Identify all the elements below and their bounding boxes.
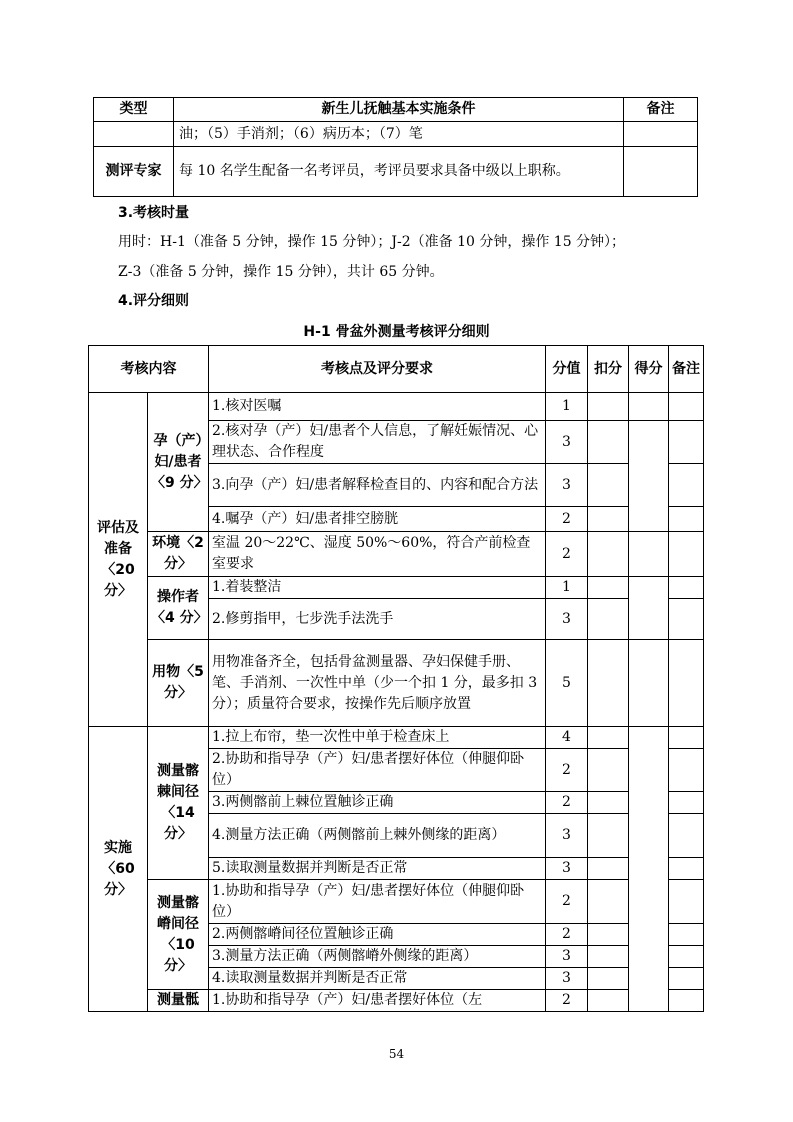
header-type: 类型 — [94, 98, 174, 122]
item-text: 1.拉上布帘，垫一次性中单于检查床上 — [209, 727, 546, 749]
deduct-cell — [588, 968, 629, 990]
deduct-cell — [588, 640, 629, 727]
item-points: 3 — [546, 858, 588, 880]
score-cell — [629, 727, 669, 1012]
item-text: 室温 20～22℃、湿度 50%～60%，符合产前检查室要求 — [209, 532, 546, 577]
item-text: 2.核对孕（产）妇/患者个人信息，了解妊娠情况、心理状态、合作程度 — [209, 421, 546, 464]
deduct-cell — [588, 421, 629, 464]
item-points: 3 — [546, 599, 588, 640]
item-points: 3 — [546, 464, 588, 507]
item-points: 2 — [546, 532, 588, 577]
header-deduct: 扣分 — [588, 346, 629, 393]
deduct-cell — [588, 599, 629, 640]
note-cell — [669, 640, 704, 727]
header-points: 分值 — [546, 346, 588, 393]
item-text: 2.两侧髂嵴间径位置触诊正确 — [209, 924, 546, 946]
item-points: 3 — [546, 421, 588, 464]
score-table-title: H-1 骨盆外测量考核评分细则 — [303, 324, 490, 340]
section3-line2: Z-3（准备 5 分钟，操作 15 分钟），共计 65 分钟。 — [118, 264, 444, 280]
item-text: 用物准备齐全，包括骨盆测量器、孕妇保健手册、笔、手消剂、一次性中单（少一个扣 1 分，最多扣 3 分）；质量符合要求，按操作先后顺序放置 — [209, 640, 546, 727]
item-text: 2.修剪指甲，七步洗手法洗手 — [209, 599, 546, 640]
item-text: 2.协助和指导孕（产）妇/患者摆好体位（伸腿仰卧位） — [209, 749, 546, 792]
group-label: 测量髂嵴间径〈10 分〉 — [148, 880, 209, 990]
score-cell — [629, 421, 669, 532]
deduct-cell — [588, 577, 629, 599]
item-text: 1.协助和指导孕（产）妇/患者摆好体位（左 — [209, 990, 546, 1012]
note-cell — [669, 532, 704, 577]
item-text: 4.测量方法正确（两侧髂前上棘外侧缘的距离） — [209, 814, 546, 858]
note-cell — [669, 599, 704, 640]
cell-note — [624, 147, 698, 197]
group-label: 测量髂棘间径〈14 分〉 — [148, 727, 209, 880]
cell-content: 每 10 名学生配备一名考评员，考评员要求具备中级以上职称。 — [174, 147, 624, 197]
section-label: 评估及准备〈20 分〉 — [89, 393, 148, 727]
deduct-cell — [588, 792, 629, 814]
item-points: 2 — [546, 924, 588, 946]
score-table — [88, 345, 704, 1012]
score-cell — [629, 393, 669, 421]
note-cell — [669, 968, 704, 990]
header-content: 考核内容 — [89, 346, 209, 393]
note-cell — [669, 924, 704, 946]
header-score: 得分 — [629, 346, 669, 393]
score-cell — [629, 640, 669, 727]
deduct-cell — [588, 393, 629, 421]
note-cell — [669, 792, 704, 814]
deduct-cell — [588, 858, 629, 880]
section4-heading: 4.评分细则 — [118, 293, 190, 309]
item-points: 2 — [546, 749, 588, 792]
section3-line1: 用时：H-1（准备 5 分钟，操作 15 分钟）；J-2（准备 10 分钟，操作 15 分钟）； — [118, 234, 626, 250]
section-label: 实施〈60 分〉 — [89, 727, 148, 1012]
item-text: 1.核对医嘱 — [209, 393, 546, 421]
item-text: 3.测量方法正确（两侧髂嵴外侧缘的距离） — [209, 946, 546, 968]
item-points: 4 — [546, 727, 588, 749]
note-cell — [669, 858, 704, 880]
item-text: 1.着装整洁 — [209, 577, 546, 599]
deduct-cell — [588, 946, 629, 968]
item-points: 2 — [546, 880, 588, 924]
note-cell — [669, 507, 704, 532]
item-text: 1.协助和指导孕（产）妇/患者摆好体位（伸腿仰卧位） — [209, 880, 546, 924]
item-text: 4.嘱孕（产）妇/患者排空膀胱 — [209, 507, 546, 532]
note-cell — [669, 393, 704, 421]
group-label: 环境〈2 分〉 — [148, 532, 209, 577]
deduct-cell — [588, 464, 629, 507]
item-points: 1 — [546, 393, 588, 421]
group-label: 用物〈5 分〉 — [148, 640, 209, 727]
header-note: 备注 — [669, 346, 704, 393]
item-points: 3 — [546, 814, 588, 858]
conditions-table — [93, 97, 698, 197]
item-text: 5.读取测量数据并判断是否正常 — [209, 858, 546, 880]
cell-note — [624, 122, 698, 147]
deduct-cell — [588, 749, 629, 792]
item-points: 3 — [546, 968, 588, 990]
cell-type — [94, 122, 174, 147]
deduct-cell — [588, 532, 629, 577]
note-cell — [669, 749, 704, 792]
item-points: 2 — [546, 507, 588, 532]
note-cell — [669, 727, 704, 749]
note-cell — [669, 814, 704, 858]
note-cell — [669, 421, 704, 464]
deduct-cell — [588, 507, 629, 532]
score-cell — [629, 532, 669, 577]
header-requirements: 考核点及评分要求 — [209, 346, 546, 393]
page-number: 54 — [388, 1047, 405, 1061]
note-cell — [669, 464, 704, 507]
deduct-cell — [588, 924, 629, 946]
cell-content: 油；（5）手消剂；（6）病历本；（7）笔 — [174, 122, 624, 147]
item-text: 4.读取测量数据并判断是否正常 — [209, 968, 546, 990]
header-conditions: 新生儿抚触基本实施条件 — [174, 98, 624, 122]
item-text: 3.两侧髂前上棘位置触诊正确 — [209, 792, 546, 814]
item-points: 2 — [546, 990, 588, 1012]
note-cell — [669, 946, 704, 968]
section3-heading: 3.考核时量 — [118, 205, 190, 221]
item-points: 2 — [546, 792, 588, 814]
item-points: 3 — [546, 946, 588, 968]
deduct-cell — [588, 814, 629, 858]
cell-type: 测评专家 — [94, 147, 174, 197]
deduct-cell — [588, 880, 629, 924]
item-text: 3.向孕（产）妇/患者解释检查目的、内容和配合方法 — [209, 464, 546, 507]
score-cell — [629, 577, 669, 640]
note-cell — [669, 880, 704, 924]
group-label: 孕（产）妇/患者〈9 分〉 — [148, 393, 209, 532]
deduct-cell — [588, 990, 629, 1012]
item-points: 5 — [546, 640, 588, 727]
note-cell — [669, 990, 704, 1012]
header-note: 备注 — [624, 98, 698, 122]
group-label: 操作者〈4 分〉 — [148, 577, 209, 640]
note-cell — [669, 577, 704, 599]
group-label: 测量骶 — [148, 990, 209, 1012]
deduct-cell — [588, 727, 629, 749]
item-points: 1 — [546, 577, 588, 599]
